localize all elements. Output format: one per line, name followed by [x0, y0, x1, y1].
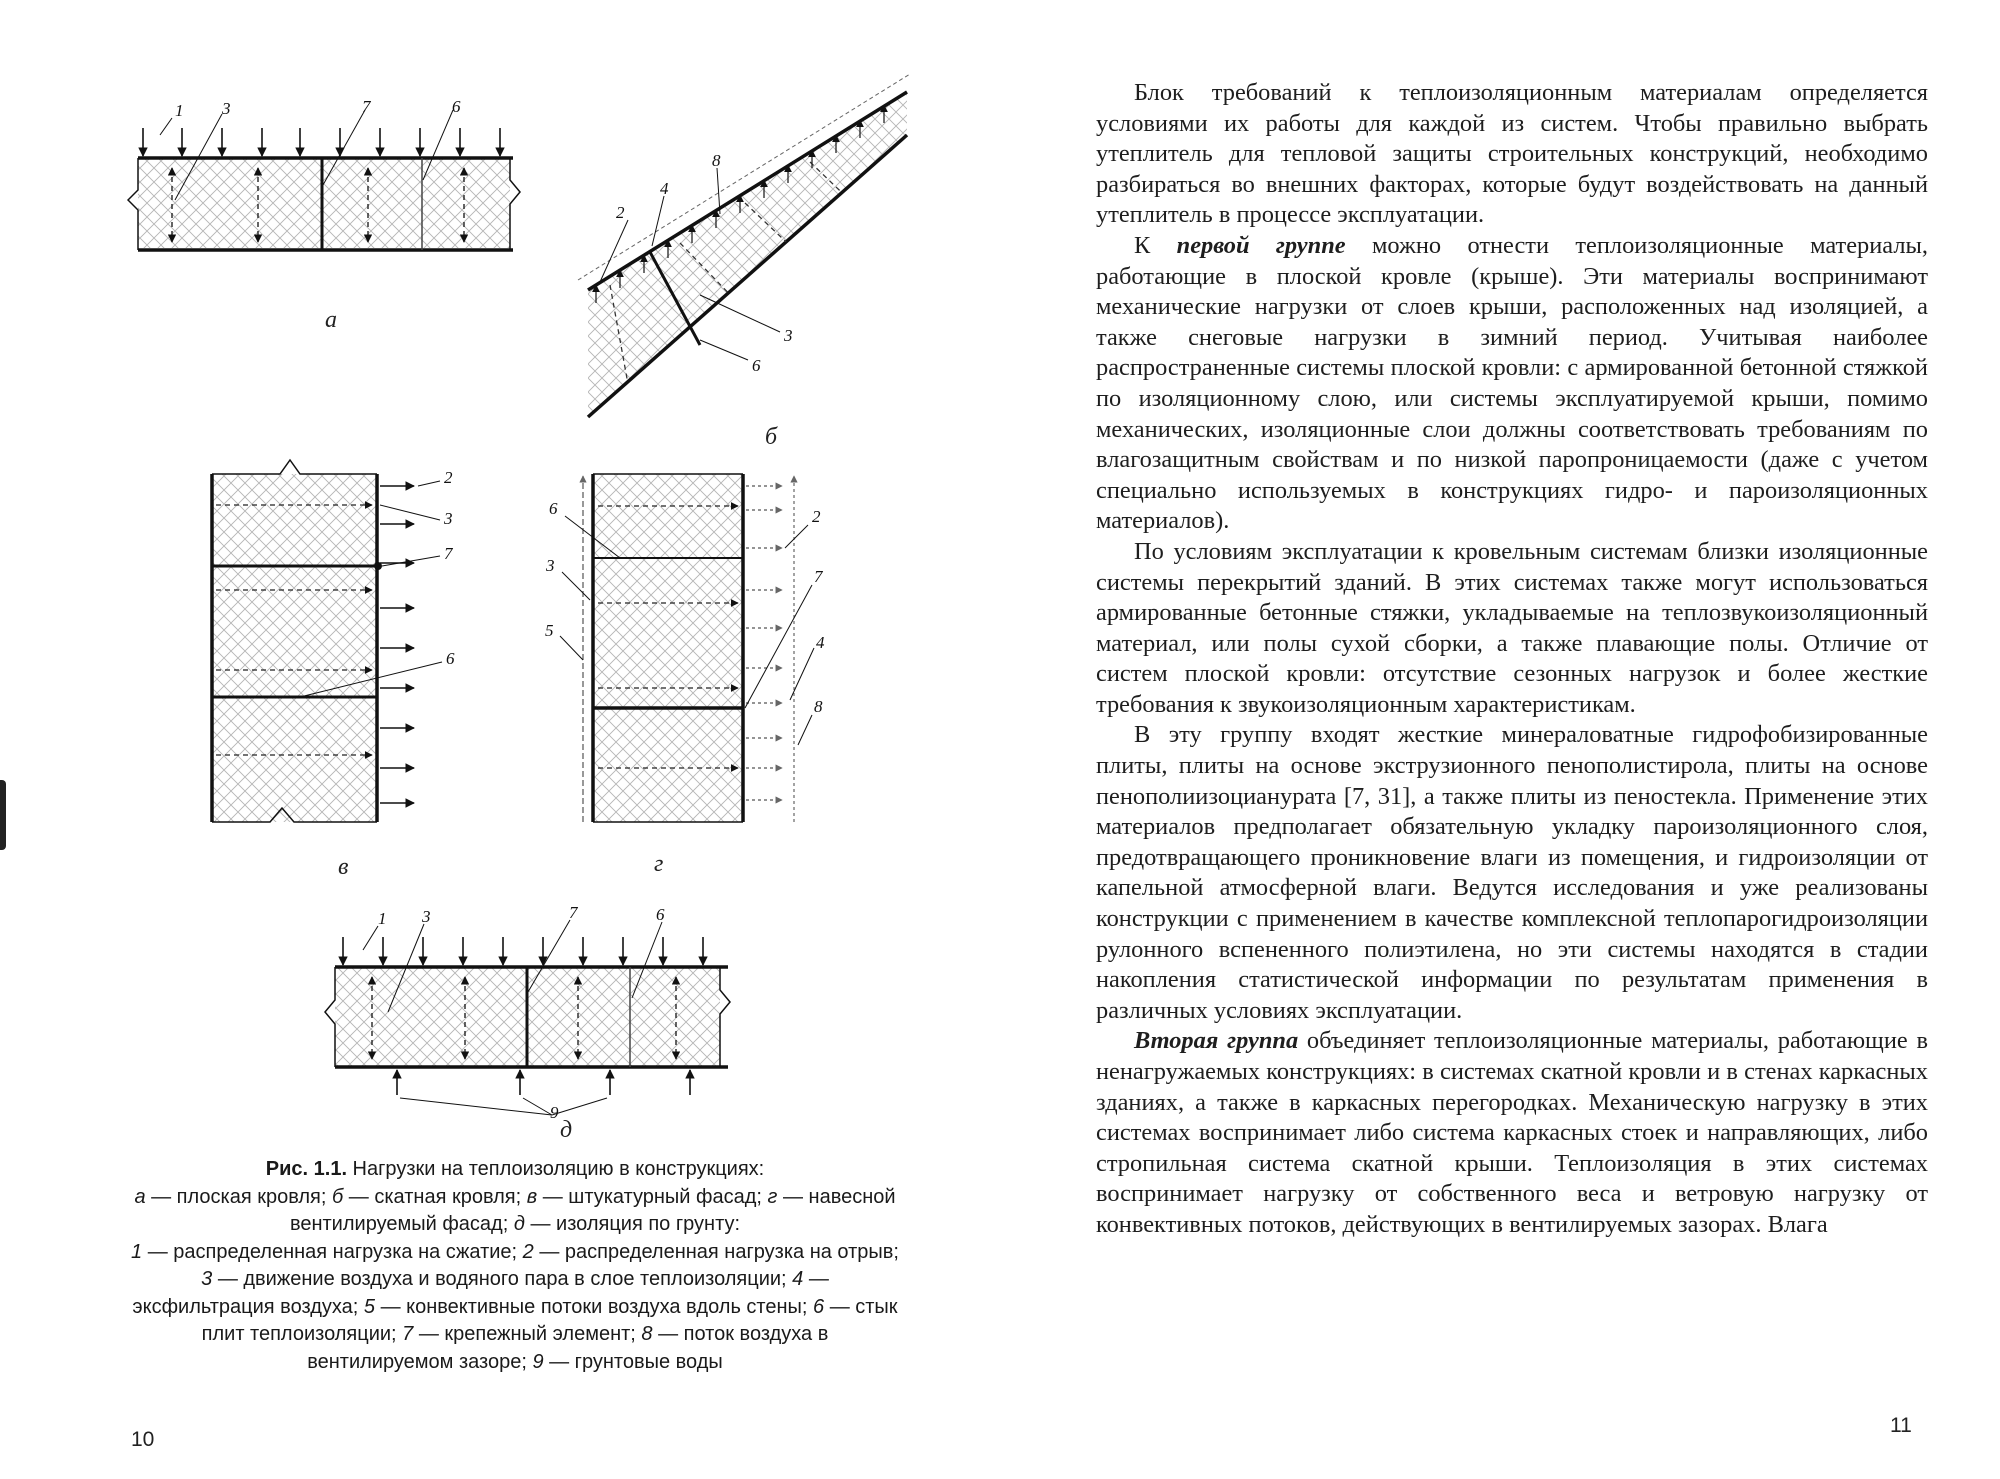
- label-num-3g: 3: [546, 556, 555, 575]
- paragraph-1: Блок требований к теплоизоляционным материалам определяется условиями их работы для каждой из систем. Чтобы правильно выбрать утеплитель для тепловой защиты строительных конструкций, необходимо разбираться во внешних факторах, которые будут воздействовать на данный утеплитель в процессе эксплуатации.: [1096, 79, 1928, 229]
- diagram-a-flat-roof: [128, 97, 520, 333]
- label-num-8b: 8: [712, 151, 721, 170]
- sublabel-v: в: [338, 854, 349, 880]
- page-number-right: 11: [1890, 1414, 1912, 1437]
- sublabel-d: д: [560, 1117, 573, 1143]
- label-num-1d: 1: [378, 909, 387, 928]
- label-num-8g: 8: [814, 697, 823, 716]
- label-num-6g: 6: [549, 499, 558, 518]
- term-second-group: Вторая группа: [1134, 1027, 1299, 1055]
- label-num-9d: 9: [550, 1103, 559, 1122]
- label-num-3b: 3: [784, 326, 793, 345]
- label-num-3: 3: [222, 99, 231, 118]
- label-num-2b: 2: [616, 203, 625, 222]
- term-first-group: первой группе: [1176, 231, 1346, 259]
- label-num-6v: 6: [446, 649, 455, 668]
- label-num-6: 6: [452, 97, 461, 116]
- label-num-3d: 3: [422, 907, 431, 926]
- diagram-g-ventilated-facade: [545, 474, 825, 877]
- label-num-2v: 2: [444, 468, 453, 487]
- label-num-6d: 6: [656, 905, 665, 924]
- label-num-7: 7: [362, 97, 371, 116]
- paragraph-5: Вторая группа объединяет теплоизоляционные материалы, работающие в ненагружаемых конструкциях: в системах скатной кровли и в стенах каркасных зданиях, а также в каркасных перегородках. Механическую нагрузку в этих системах воспринимает либо система каркасных стоек и направляющих, либо стропильная система скатной крыши. Теплоизоляция в этих системах воспринимает нагрузку от собственного веса и ветровую нагрузку от конвективных потоков, действующих в вентилируемых зазорах. Влага: [1096, 1027, 1928, 1238]
- figure-caption: [130, 1156, 900, 1376]
- label-num-7v: 7: [444, 544, 453, 563]
- label-num-4b: 4: [660, 179, 669, 198]
- diagram-b-pitched-roof: [578, 74, 910, 450]
- sublabel-g: г: [654, 851, 664, 877]
- label-num-7g: 7: [814, 567, 823, 586]
- sublabel-a: а: [325, 307, 337, 333]
- label-num-1: 1: [175, 101, 184, 120]
- paragraph-4: В эту группу входят жесткие минераловатные гидрофобизированные плиты, плиты на основе экструзионного пенополистирола, плиты на основе пенополиизоцианурата [7, 31], а также плиты из пеностекла. Применение этих материалов предполагает обязательную укладку пароизоляционного слоя, предотвращающего проникновение влаги из помещения, и гидроизоляции от капельной атмосферной влаги. Ведутся исследования и уже реализованы конструкции с применением в качестве комплексной теплопарогидроизоляции рулонного вспененного полиэтилена, но эти системы находятся в стадии накопления статистической информации по результатам применения в различных условиях эксплуатации.: [1096, 721, 1928, 1024]
- sublabel-b: б: [765, 424, 778, 450]
- page-number-left: 10: [131, 1428, 155, 1451]
- label-num-5g: 5: [545, 621, 554, 640]
- label-num-7d: 7: [569, 903, 578, 922]
- label-num-4g: 4: [816, 633, 825, 652]
- label-num-3v: 3: [444, 509, 453, 528]
- diagram-v-plaster-facade: [212, 460, 455, 880]
- caption-title-rest: Нагрузки на теплоизоляцию в конструкциях:: [347, 1158, 765, 1180]
- paragraph-2: К первой группе можно отнести теплоизоляционные материалы, работающие в плоской кровле (крыше). Эти материалы воспринимают механические нагрузки от слоев крыши, расположенных над изоляцией, а также снеговые нагрузки в зимний период. Учитывая наиболее распространенные системы плоской кровли: с армированной бетонной стяжкой по изоляционному слою, или системы эксплуатируемой крыши, помимо механических, изоляционные слои должны соответствовать требованиям по влагозащитным свойствам и по низкой паропроницаемости (даже с учетом специально используемых в конструкциях гидро- и пароизоляционных материалов).: [1096, 231, 1928, 535]
- paragraph-3: По условиям эксплуатации к кровельным системам близки изоляционные системы перекрытий зданий. В этих системах также могут использоваться армированные бетонные стяжки, укладываемые на теплозвукоизоляционный материал, или полы сухой сборки, а также плавающие полы. Отличие от систем плоской кровли: отсутствие сезонных нагрузок и более жесткие требования к звукоизоляционным характеристикам.: [1096, 537, 1928, 718]
- label-num-6b: 6: [752, 356, 761, 375]
- caption-title: Рис. 1.1.: [265, 1158, 347, 1180]
- body-text-column: [1096, 78, 1928, 1241]
- label-num-2g: 2: [812, 507, 821, 526]
- diagram-d-ground-insulation: [325, 903, 730, 1143]
- caption-legend: а — плоская кровля; б — скатная кровля; в — штукатурный фасад; г — навесной вентилируемый фасад; д — изоляция по грунту: 1 — распределенная нагрузка на сжатие; 2 — распределенная нагрузка на отрыв; 3 — движение воздуха и водяного пара в слое теплоизоляции; 4 — эксфильтрация воздуха; 5 — конвективные потоки воздуха вдоль стены; 6 — стык плит теплоизоляции; 7 — крепежный элемент; 8 — поток воздуха в вентилируемом зазоре; 9 — грунтовые воды: [131, 1185, 899, 1373]
